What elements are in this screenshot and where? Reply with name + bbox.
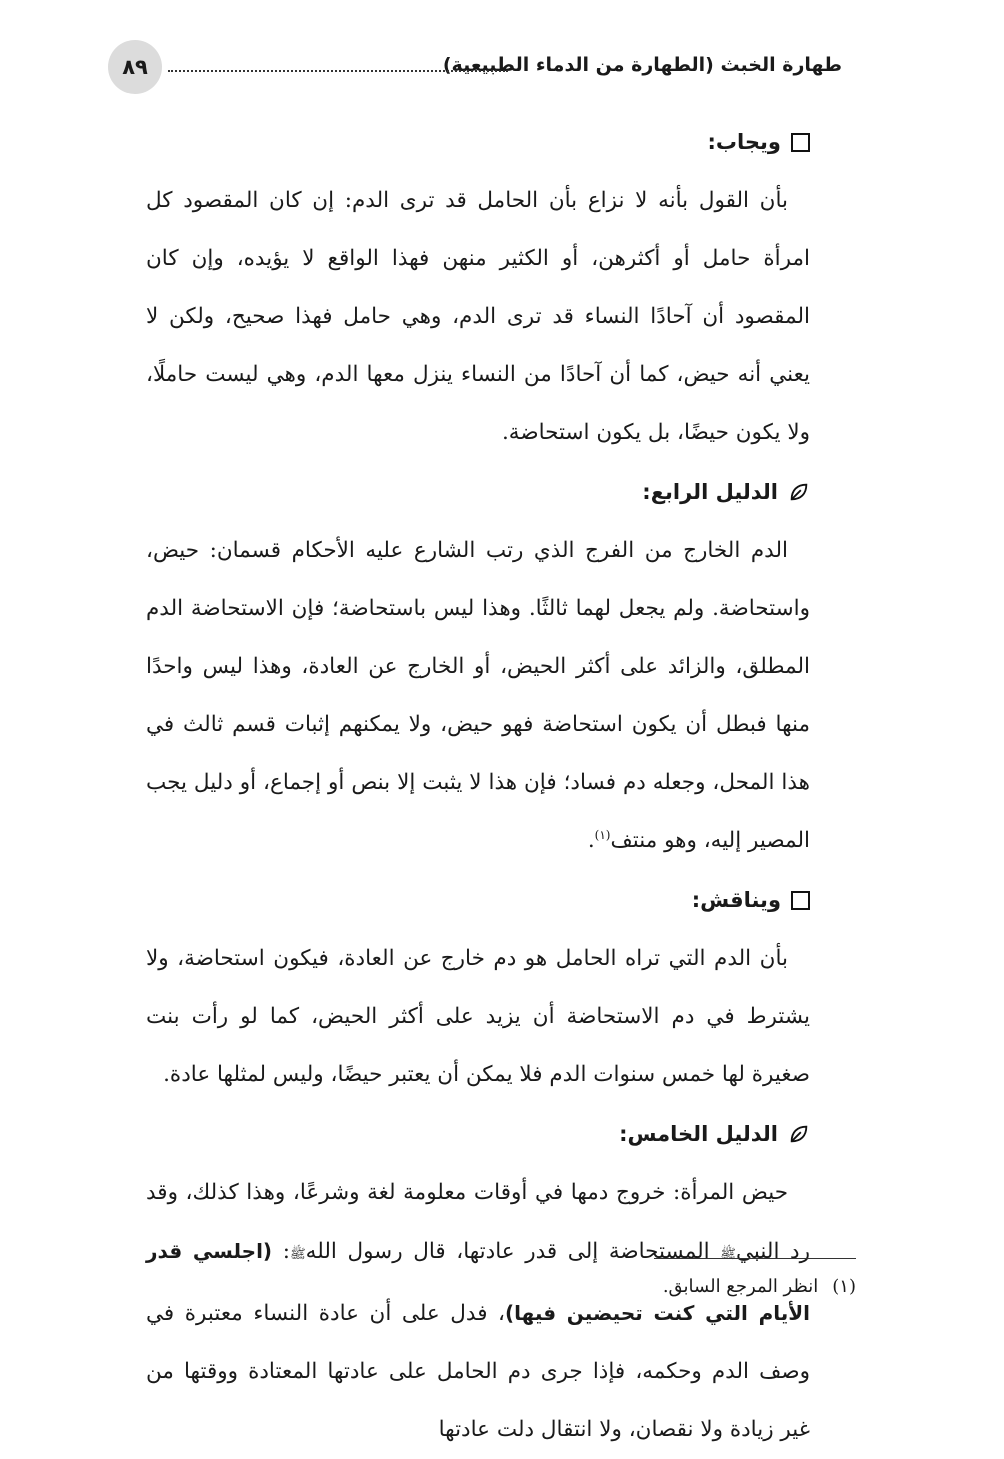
fourth-evidence-heading-label: الدليل الرابع: bbox=[642, 480, 778, 504]
fifth-text-a: حيض المرأة: خروج دمها في أوقات معلومة لغة وشرعًا، وهذا كذلك، وقد رد النبي bbox=[146, 1180, 811, 1264]
fifth-evidence-heading-label: الدليل الخامس: bbox=[619, 1122, 778, 1146]
salutation-glyph: ﷺ bbox=[720, 1247, 737, 1262]
fourth-evidence-text: الدم الخارج من الفرج الذي رتب الشارع عليه الأحكام قسمان: حيض، واستحاضة. ولم يجعل لهما ثالثًا. وهذا ليس باستحاضة؛ فإن الاستحاضة الدم المطلق، والزائد على أكثر الحيض، أو الخارج عن العادة، وهذا ليس واحدًا منها فبطل أن يكون استحاضة فهو حيض، ولا يمكنهم إثبات قسم ثالث في هذا المحل، وجعله دم فساد؛ فإن هذا لا يثبت إلا بنص أو إجماع، أو دليل يجب المصير إليه، وهو منتف bbox=[146, 538, 810, 853]
footnote-ref[interactable]: (١) bbox=[594, 827, 611, 842]
leaf-bullet-icon bbox=[788, 1123, 810, 1145]
page-number: ٨٩ bbox=[108, 40, 162, 94]
leaf-bullet-icon bbox=[788, 481, 810, 503]
running-header bbox=[108, 40, 848, 96]
footnote bbox=[500, 1276, 856, 1297]
salutation-glyph: ﷺ bbox=[289, 1247, 306, 1262]
page-body bbox=[146, 112, 810, 1459]
square-bullet-icon bbox=[791, 133, 810, 152]
fifth-text-c: : bbox=[282, 1239, 290, 1264]
reply-heading bbox=[146, 112, 810, 172]
header-title: طهارة الخبث (الطهارة من الدماء الطبيعية) bbox=[442, 54, 842, 76]
square-bullet-icon bbox=[791, 891, 810, 910]
discussion-heading bbox=[146, 870, 810, 930]
footnote-divider bbox=[654, 1258, 856, 1259]
footnote-number: (١) bbox=[832, 1276, 856, 1297]
fifth-text-b: المستحاضة إلى قدر عادتها، قال رسول الله bbox=[305, 1239, 710, 1264]
discussion-paragraph: بأن الدم التي تراه الحامل هو دم خارج عن العادة، فيكون استحاضة، ولا يشترط في دم الاستحاضة أن يزيد على أكثر الحيض، كما لو رأت بنت صغيرة لها خمس سنوات الدم فلا يمكن أن يعتبر حيضًا، وليس لمثلها عادة. bbox=[146, 946, 810, 1087]
fifth-evidence-heading bbox=[146, 1104, 810, 1164]
footnote-text: انظر المرجع السابق. bbox=[662, 1276, 819, 1297]
reply-heading-label: ويجاب: bbox=[707, 130, 781, 154]
fourth-evidence-heading bbox=[146, 462, 810, 522]
fourth-evidence-paragraph: الدم الخارج من الفرج الذي رتب الشارع عليه الأحكام قسمان: حيض، واستحاضة. ولم يجعل لهما ثالثًا. وهذا ليس باستحاضة؛ فإن الاستحاضة الدم المطلق، والزائد على أكثر الحيض، أو الخارج عن العادة، وهذا ليس واحدًا منها فبطل أن يكون استحاضة فهو حيض، ولا يمكنهم إثبات قسم ثالث في هذا المحل، وجعله دم فساد؛ فإن هذا لا يثبت إلا بنص أو إجماع، أو دليل يجب المصير إليه، وهو منتف$^{(١)}$. bbox=[146, 538, 810, 853]
reply-paragraph: بأن القول بأنه لا نزاع بأن الحامل قد ترى الدم: إن كان المقصود كل امرأة حامل أو أكثرهن، أو الكثير منهن فهذا الواقع لا يؤيده، وإن كان المقصود أن آحادًا النساء قد ترى الدم، وهي حامل فهذا صحيح، ولكن لا يعني أنه حيض، كما أن آحادًا من النساء ينزل معها الدم، وهي ليست حاملًا، ولا يكون حيضًا، بل يكون استحاضة. bbox=[146, 188, 811, 445]
fifth-evidence-paragraph bbox=[146, 1164, 810, 1459]
fifth-text-d: ، فدل على أن عادة النساء معتبرة في وصف الدم وحكمه، فإذا جرى دم الحامل على عادتها المعتادة ووقتها من غير زيادة ولا نقصان، ولا انتقال دلت عادتها bbox=[146, 1301, 810, 1442]
header-dotted-leader bbox=[168, 70, 508, 72]
discussion-heading-label: ويناقش: bbox=[691, 888, 781, 912]
hadith-quote: (اجلسي قدر الأيام التي كنت تحيضين فيها) bbox=[146, 1239, 810, 1325]
